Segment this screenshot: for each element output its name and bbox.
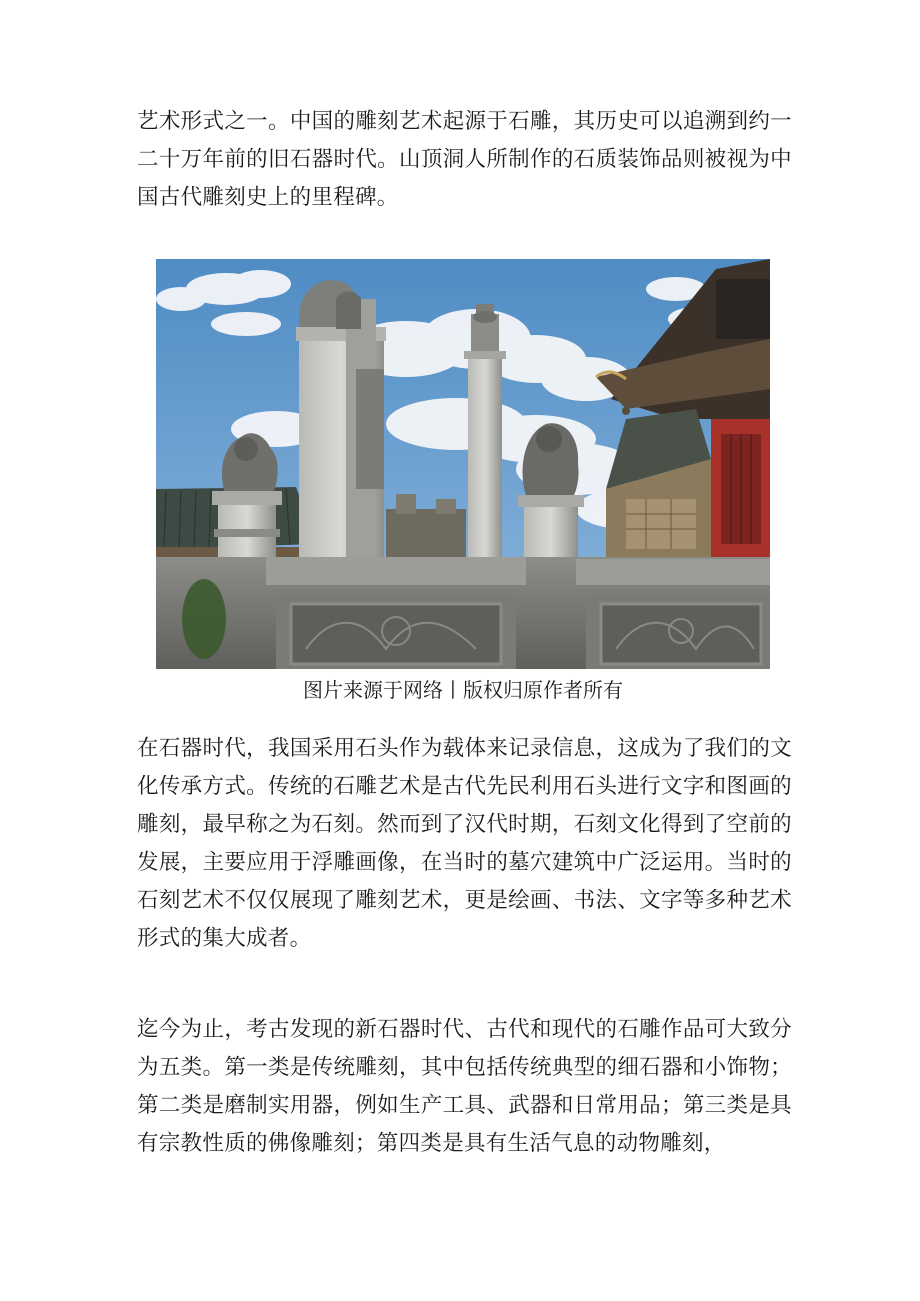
stone-carving-photo xyxy=(156,259,770,669)
paragraph-intro: 艺术形式之一。中国的雕刻艺术起源于石雕，其历史可以追溯到约一二十万年前的旧石器时代。山顶洞人所制作的石质装饰品则被视为中国古代雕刻史上的里程碑。 xyxy=(137,109,792,210)
paragraph-stone-age: 在石器时代，我国采用石头作为载体来记录信息，这成为了我们的文化传承方式。传统的石雕艺术是古代先民利用石头进行文字和图画的雕刻，最早称之为石刻。然而到了汉代时期，石刻文化得到了空前的发展，主要应用于浮雕画像，在当时的墓穴建筑中广泛运用。当时的石刻艺术不仅仅展现了雕刻艺术，更是绘画、书法、文字等多种艺术形式的集大成者。 xyxy=(137,736,792,951)
paragraph-classification: 迄今为止，考古发现的新石器时代、古代和现代的石雕作品可大致分为五类。第一类是传统雕刻，其中包括传统典型的细石器和小饰物；第二类是磨制实用器，例如生产工具、武器和日常用品；第三类是具有宗教性质的佛像雕刻；第四类是具有生活气息的动物雕刻， xyxy=(137,1017,792,1156)
figure-caption: 图片来源于网络丨版权归原作者所有 xyxy=(303,678,623,702)
photo-illustration xyxy=(156,259,770,669)
